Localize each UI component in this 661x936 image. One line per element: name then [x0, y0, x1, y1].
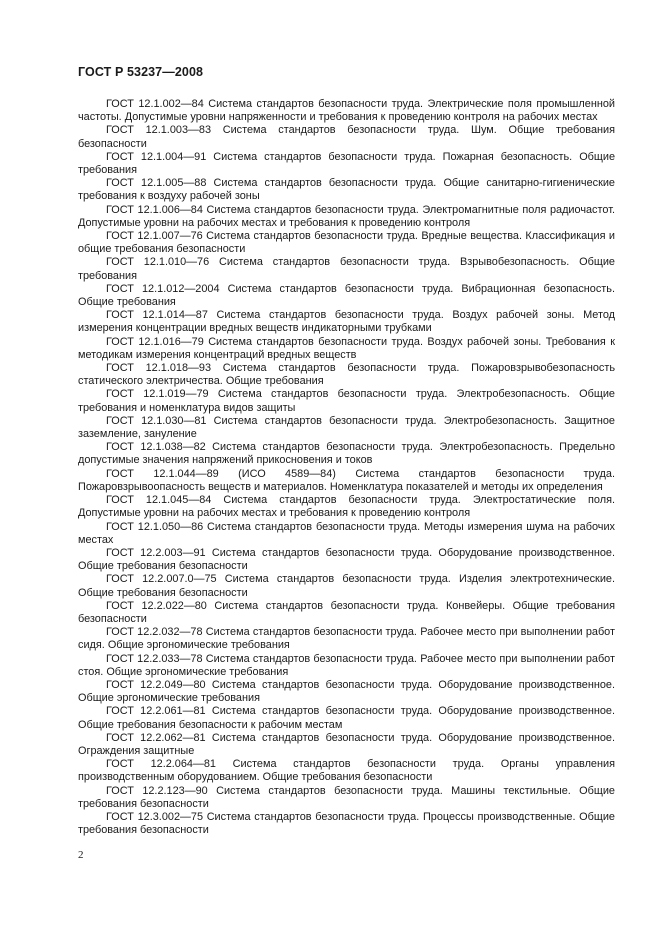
standard-entry: ГОСТ 12.2.061—81 Система стандартов безопасности труда. Оборудование производственное. Общие требования безопасности к рабочим местам	[78, 705, 615, 731]
standard-entry: ГОСТ 12.1.050—86 Система стандартов безопасности труда. Методы измерения шума на рабочих местах	[78, 520, 615, 546]
standard-entry: ГОСТ 12.1.006—84 Система стандартов безопасности труда. Электромагнитные поля радиочастот. Допустимые уровни на рабочих местах и требования к проведению контроля	[78, 203, 615, 229]
standard-entry: ГОСТ 12.1.005—88 Система стандартов безопасности труда. Общие санитарно-гигиенические требования к воздуху рабочей зоны	[78, 177, 615, 203]
standard-entry: ГОСТ 12.1.044—89 (ИСО 4589—84) Система стандартов безопасности труда. Пожаровзрывоопасность веществ и материалов. Номенклатура показателей и методы их определения	[78, 467, 615, 493]
standard-entry: ГОСТ 12.1.002—84 Система стандартов безопасности труда. Электрические поля промышленной частоты. Допустимые уровни напряженности и требования к проведению контроля на рабочих местах	[78, 98, 615, 124]
standard-entry: ГОСТ 12.3.002—75 Система стандартов безопасности труда. Процессы производственные. Общие требования безопасности	[78, 810, 615, 837]
standard-entry: ГОСТ 12.1.010—76 Система стандартов безопасности труда. Взрывобезопасность. Общие требования	[78, 256, 615, 282]
standard-entry: ГОСТ 12.1.030—81 Система стандартов безопасности труда. Электробезопасность. Защитное заземление, зануление	[78, 414, 615, 441]
standard-entry: ГОСТ 12.2.022—80 Система стандартов безопасности труда. Конвейеры. Общие требования безопасности	[78, 599, 615, 625]
standard-entry: ГОСТ 12.1.045—84 Система стандартов безопасности труда. Электростатические поля. Допустимые уровни на рабочих местах и требования к проведению контроля	[78, 494, 615, 520]
page-number: 2	[78, 849, 84, 861]
standard-entry: ГОСТ 12.1.003—83 Система стандартов безопасности труда. Шум. Общие требования безопасности	[78, 124, 615, 150]
standard-entry: ГОСТ 12.2.123—90 Система стандартов безопасности труда. Машины текстильные. Общие требования безопасности	[78, 784, 615, 810]
standard-entry: ГОСТ 12.2.064—81 Система стандартов безопасности труда. Органы управления производственным оборудованием. Общие требования безопасности	[78, 758, 615, 784]
standards-list	[78, 98, 615, 837]
standard-entry: ГОСТ 12.2.049—80 Система стандартов безопасности труда. Оборудование производственное. Общие эргономические требования	[78, 678, 615, 705]
standard-entry: ГОСТ 12.2.003—91 Система стандартов безопасности труда. Оборудование производственное. Общие требования безопасности	[78, 546, 615, 573]
standard-entry: ГОСТ 12.2.033—78 Система стандартов безопасности труда. Рабочее место при выполнении работ стоя. Общие эргономические требования	[78, 652, 615, 678]
standard-entry: ГОСТ 12.2.007.0—75 Система стандартов безопасности труда. Изделия электротехнические. Общие требования безопасности	[78, 573, 615, 599]
standard-entry: ГОСТ 12.1.018—93 Система стандартов безопасности труда. Пожаровзрывобезопасность статического электричества. Общие требования	[78, 362, 615, 388]
standard-entry: ГОСТ 12.1.038—82 Система стандартов безопасности труда. Электробезопасность. Предельно допустимые значения напряжений прикосновения и токов	[78, 441, 615, 467]
standard-entry: ГОСТ 12.2.032—78 Система стандартов безопасности труда. Рабочее место при выполнении работ сидя. Общие эргономические требования	[78, 626, 615, 652]
standard-entry: ГОСТ 12.1.016—79 Система стандартов безопасности труда. Воздух рабочей зоны. Требования к методикам измерения концентраций вредных веществ	[78, 335, 615, 361]
document-header: ГОСТ Р 53237—2008	[78, 65, 204, 79]
standard-entry: ГОСТ 12.2.062—81 Система стандартов безопасности труда. Оборудование производственное. Ограждения защитные	[78, 731, 615, 757]
standard-entry: ГОСТ 12.1.014—87 Система стандартов безопасности труда. Воздух рабочей зоны. Метод измерения концентрации вредных веществ индикаторными трубками	[78, 309, 615, 335]
standard-entry: ГОСТ 12.1.004—91 Система стандартов безопасности труда. Пожарная безопасность. Общие требования	[78, 150, 615, 177]
standard-entry: ГОСТ 12.1.012—2004 Система стандартов безопасности труда. Вибрационная безопасность. Общие требования	[78, 282, 615, 309]
standard-entry: ГОСТ 12.1.007—76 Система стандартов безопасности труда. Вредные вещества. Классификация и общие требования безопасности	[78, 230, 615, 256]
standard-entry: ГОСТ 12.1.019—79 Система стандартов безопасности труда. Электробезопасность. Общие требования и номенклатура видов защиты	[78, 388, 615, 414]
